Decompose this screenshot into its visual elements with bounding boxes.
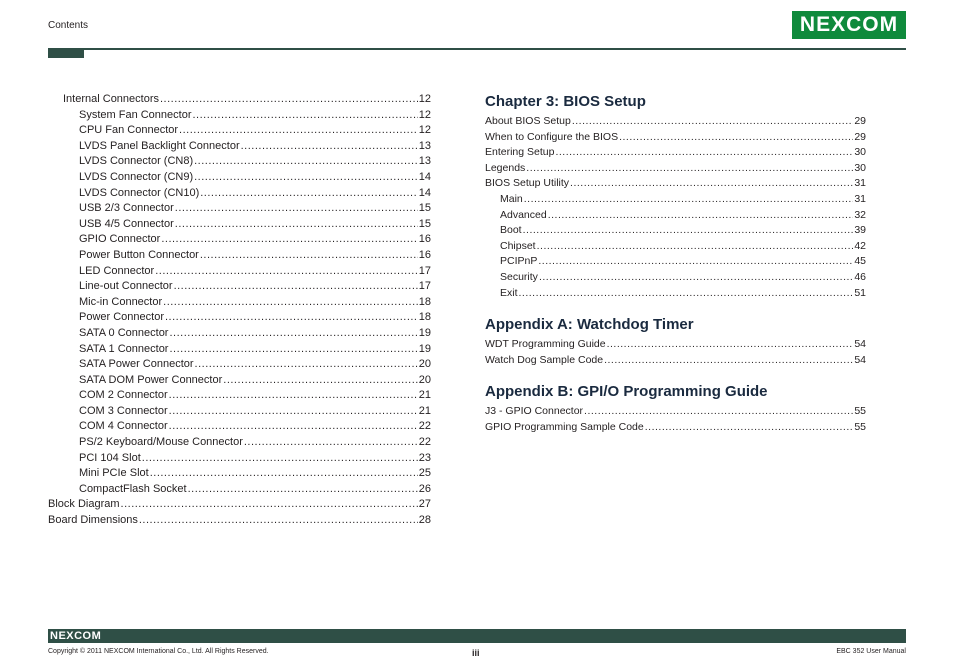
toc-entry[interactable] — [48, 435, 431, 451]
toc-entry-label: SATA 0 Connector — [79, 326, 169, 339]
toc-entry[interactable] — [485, 192, 866, 208]
toc-entry-label: Line-out Connector — [79, 280, 173, 293]
toc-entry-page: 13 — [418, 139, 431, 152]
appendix-b-entries — [485, 404, 866, 435]
toc-entry-label: PCIPnP — [500, 255, 538, 268]
toc-entry[interactable] — [48, 123, 431, 139]
appendix-a-heading[interactable]: Appendix A: Watchdog Timer — [485, 316, 694, 334]
toc-entry-label: System Fan Connector — [79, 108, 192, 121]
footer-page-number: iii — [472, 648, 480, 658]
toc-entry-page: 39 — [854, 224, 866, 237]
toc-entry-label: J3 - GPIO Connector — [485, 405, 584, 418]
toc-entry-page: 21 — [418, 389, 431, 402]
toc-entry[interactable] — [485, 270, 866, 286]
toc-leader-dots — [584, 404, 853, 420]
header-rule — [48, 48, 906, 50]
toc-entry[interactable] — [48, 451, 431, 467]
toc-entry-label: LVDS Connector (CN8) — [79, 155, 194, 168]
toc-entry[interactable] — [48, 342, 431, 358]
toc-leader-dots — [169, 419, 418, 435]
toc-leader-dots — [169, 326, 417, 342]
toc-entry-page: 54 — [854, 338, 866, 351]
toc-leader-dots — [188, 482, 418, 498]
header-section-label: Contents — [48, 20, 89, 31]
toc-entry[interactable] — [48, 108, 431, 124]
toc-leader-dots — [169, 388, 418, 404]
nexcom-logo — [792, 11, 906, 39]
toc-entry[interactable] — [485, 353, 866, 369]
toc-entry[interactable] — [48, 139, 431, 155]
toc-entry-label: BIOS Setup Utility — [485, 177, 570, 190]
toc-entry-page: 28 — [418, 514, 431, 527]
footer-nexcom-logo: NEXCOM — [50, 630, 102, 642]
toc-entry-page: 14 — [418, 186, 431, 199]
toc-entry-label: SATA 1 Connector — [79, 342, 169, 355]
toc-leader-dots — [572, 114, 854, 130]
toc-entry[interactable] — [48, 373, 431, 389]
toc-entry-page: 17 — [418, 280, 431, 293]
toc-entry-label: Block Diagram — [48, 498, 120, 511]
toc-entry-label: About BIOS Setup — [485, 115, 571, 127]
toc-entry[interactable] — [48, 482, 431, 498]
toc-entry-page: 29 — [854, 115, 866, 127]
appendix-a-entries — [485, 337, 866, 368]
appendix-b-heading[interactable]: Appendix B: GPI/O Programming Guide — [485, 383, 768, 401]
toc-entry-page: 15 — [418, 217, 431, 230]
toc-leader-dots — [179, 123, 418, 139]
toc-leader-dots — [539, 270, 853, 286]
toc-entry-page: 30 — [854, 146, 866, 159]
toc-entry-page: 22 — [418, 420, 431, 433]
toc-left-column — [48, 92, 431, 529]
toc-entry-page: 16 — [418, 233, 431, 246]
toc-entry-label: Power Button Connector — [79, 248, 199, 261]
toc-entry[interactable] — [48, 388, 431, 404]
toc-entry-page: 26 — [418, 482, 431, 495]
toc-leader-dots — [244, 435, 418, 451]
toc-entry-page: 17 — [418, 264, 431, 277]
toc-entry[interactable] — [48, 497, 431, 513]
toc-entry-page: 55 — [854, 420, 866, 433]
toc-leader-dots — [121, 497, 418, 513]
toc-entry-page: 29 — [854, 130, 866, 143]
footer-corner-squares-icon — [890, 629, 906, 645]
toc-entry-label: LED Connector — [79, 264, 155, 277]
toc-leader-dots — [241, 139, 418, 155]
toc-leader-dots — [142, 451, 418, 467]
toc-entry-label: CompactFlash Socket — [79, 482, 187, 495]
toc-entry-label: SATA DOM Power Connector — [79, 373, 223, 386]
toc-leader-dots — [519, 286, 854, 302]
footer-manual-title: EBC 352 User Manual — [836, 648, 906, 655]
toc-leader-dots — [526, 161, 853, 177]
footer-copyright: Copyright © 2011 NEXCOM International Co., Ltd. All Rights Reserved. — [48, 648, 269, 655]
toc-leader-dots — [174, 279, 418, 295]
toc-entry-page: 14 — [418, 170, 431, 183]
toc-entry-label: COM 2 Connector — [79, 389, 168, 402]
toc-entry-page: 12 — [418, 93, 431, 105]
toc-entry-label: PS/2 Keyboard/Mouse Connector — [79, 436, 243, 449]
toc-leader-dots — [161, 232, 417, 248]
toc-leader-dots — [160, 92, 418, 108]
toc-leader-dots — [570, 176, 853, 192]
toc-entry-label: Boot — [500, 224, 522, 237]
toc-entry-label: LVDS Connector (CN9) — [79, 170, 194, 183]
toc-leader-dots — [523, 223, 854, 239]
toc-leader-dots — [548, 208, 854, 224]
toc-leader-dots — [223, 373, 417, 389]
toc-entry[interactable] — [485, 114, 866, 130]
toc-entry-label: Exit — [500, 286, 518, 299]
toc-leader-dots — [200, 248, 418, 264]
toc-entry[interactable] — [485, 176, 866, 192]
toc-entry[interactable] — [48, 186, 431, 202]
toc-entry-page: 19 — [418, 342, 431, 355]
toc-entry[interactable] — [485, 223, 866, 239]
toc-entry-label: USB 4/5 Connector — [79, 217, 174, 230]
toc-entry[interactable] — [485, 286, 866, 302]
toc-entry-label: Mini PCIe Slot — [79, 467, 149, 480]
toc-entry-page: 12 — [418, 108, 431, 121]
toc-entry[interactable] — [48, 201, 431, 217]
toc-leader-dots — [604, 353, 853, 369]
toc-entry-page: 31 — [854, 192, 866, 205]
toc-entry[interactable] — [48, 326, 431, 342]
toc-leader-dots — [619, 130, 853, 146]
toc-entry-label: SATA Power Connector — [79, 358, 194, 371]
toc-entry-page: 46 — [854, 270, 866, 283]
toc-entry-page: 16 — [418, 248, 431, 261]
toc-entry[interactable] — [485, 130, 866, 146]
toc-entry-label: Watch Dog Sample Code — [485, 353, 604, 366]
toc-leader-dots — [555, 145, 853, 161]
toc-entry-page: 20 — [418, 373, 431, 386]
toc-leader-dots — [175, 201, 418, 217]
toc-entry[interactable] — [48, 217, 431, 233]
toc-entry-page: 22 — [418, 436, 431, 449]
toc-entry-label: Mic-in Connector — [79, 295, 163, 308]
toc-entry-page: 15 — [418, 202, 431, 215]
toc-entry-page: 54 — [854, 353, 866, 366]
toc-entry-label: PCI 104 Slot — [79, 451, 141, 464]
toc-entry[interactable] — [48, 310, 431, 326]
toc-entry-label: Chipset — [500, 239, 536, 252]
toc-entry-label: LVDS Panel Backlight Connector — [79, 139, 240, 152]
toc-entry-label: GPIO Programming Sample Code — [485, 420, 644, 433]
nexcom-logo-text: NEXCOM — [799, 13, 899, 36]
toc-leader-dots — [155, 264, 418, 280]
toc-entry[interactable] — [485, 145, 866, 161]
toc-entry-label: USB 2/3 Connector — [79, 202, 174, 215]
toc-entry-label: LVDS Connector (CN10) — [79, 186, 200, 199]
toc-entry-page: 20 — [418, 358, 431, 371]
toc-entry[interactable] — [48, 248, 431, 264]
toc-entry-label: Power Connector — [79, 311, 164, 324]
toc-leader-dots — [195, 357, 418, 373]
toc-right-column — [485, 92, 866, 436]
toc-entry[interactable] — [48, 357, 431, 373]
toc-leader-dots — [175, 217, 418, 233]
toc-entry-label: Legends — [485, 161, 526, 174]
toc-entry-page: 18 — [418, 295, 431, 308]
toc-leader-dots — [193, 108, 418, 124]
toc-leader-dots — [607, 337, 854, 353]
toc-leader-dots — [194, 154, 418, 170]
toc-entry[interactable] — [48, 264, 431, 280]
toc-entry-label: CPU Fan Connector — [79, 124, 179, 137]
toc-entry-page: 19 — [418, 326, 431, 339]
footer-bar — [48, 629, 906, 643]
toc-entry-label: COM 4 Connector — [79, 420, 168, 433]
toc-entry[interactable] — [48, 279, 431, 295]
toc-entry-page: 32 — [854, 208, 866, 221]
toc-entry[interactable] — [48, 419, 431, 435]
toc-leader-dots — [194, 170, 418, 186]
toc-entry-label: COM 3 Connector — [79, 404, 168, 417]
toc-leader-dots — [169, 342, 417, 358]
toc-entry-page: 27 — [418, 498, 431, 511]
toc-entry-page: 55 — [854, 405, 866, 418]
toc-entry[interactable] — [485, 404, 866, 420]
toc-entry-label: Security — [500, 270, 538, 283]
toc-entry-label: GPIO Connector — [79, 233, 161, 246]
toc-entry-page: 30 — [854, 161, 866, 174]
toc-entry[interactable] — [48, 170, 431, 186]
toc-entry-page: 12 — [418, 124, 431, 137]
toc-entry-page: 42 — [854, 239, 866, 252]
toc-leader-dots — [538, 254, 853, 270]
toc-entry-page: 51 — [854, 286, 866, 299]
toc-entry[interactable] — [48, 232, 431, 248]
toc-entry-label: Internal Connectors — [63, 93, 159, 105]
toc-leader-dots — [524, 192, 854, 208]
toc-entry[interactable] — [485, 239, 866, 255]
header-accent-block — [48, 48, 84, 58]
toc-entry-label: Board Dimensions — [48, 514, 138, 527]
toc-entry[interactable] — [48, 295, 431, 311]
toc-entry[interactable] — [485, 420, 866, 436]
chapter-3-heading[interactable]: Chapter 3: BIOS Setup — [485, 93, 646, 110]
toc-entry-page: 45 — [854, 255, 866, 268]
toc-entry[interactable] — [48, 92, 431, 108]
toc-entry-label: When to Configure the BIOS — [485, 130, 619, 143]
toc-leader-dots — [163, 295, 418, 311]
toc-entry-page: 25 — [418, 467, 431, 480]
toc-entry-label: WDT Programming Guide — [485, 338, 606, 351]
toc-entry-page: 21 — [418, 404, 431, 417]
toc-entry-page: 31 — [854, 177, 866, 190]
toc-leader-dots — [200, 186, 418, 202]
toc-entry[interactable] — [485, 208, 866, 224]
chapter-3-entries — [485, 114, 866, 301]
toc-entry-label: Advanced — [500, 208, 547, 221]
toc-entry[interactable] — [48, 154, 431, 170]
toc-leader-dots — [169, 404, 418, 420]
toc-entry-page: 18 — [418, 311, 431, 324]
toc-entry-page: 13 — [418, 155, 431, 168]
toc-entry[interactable] — [48, 466, 431, 482]
toc-leader-dots — [645, 420, 854, 436]
toc-entry[interactable] — [48, 404, 431, 420]
toc-entry-label: Main — [500, 192, 523, 205]
toc-entry-label: Entering Setup — [485, 146, 555, 159]
toc-leader-dots — [165, 310, 418, 326]
toc-leader-dots — [537, 239, 854, 255]
toc-entry[interactable] — [48, 513, 431, 529]
toc-entry[interactable] — [485, 161, 866, 177]
toc-entry[interactable] — [485, 254, 866, 270]
toc-leader-dots — [150, 466, 418, 482]
toc-entry-page: 23 — [418, 451, 431, 464]
toc-entry[interactable] — [485, 337, 866, 353]
toc-leader-dots — [139, 513, 418, 529]
